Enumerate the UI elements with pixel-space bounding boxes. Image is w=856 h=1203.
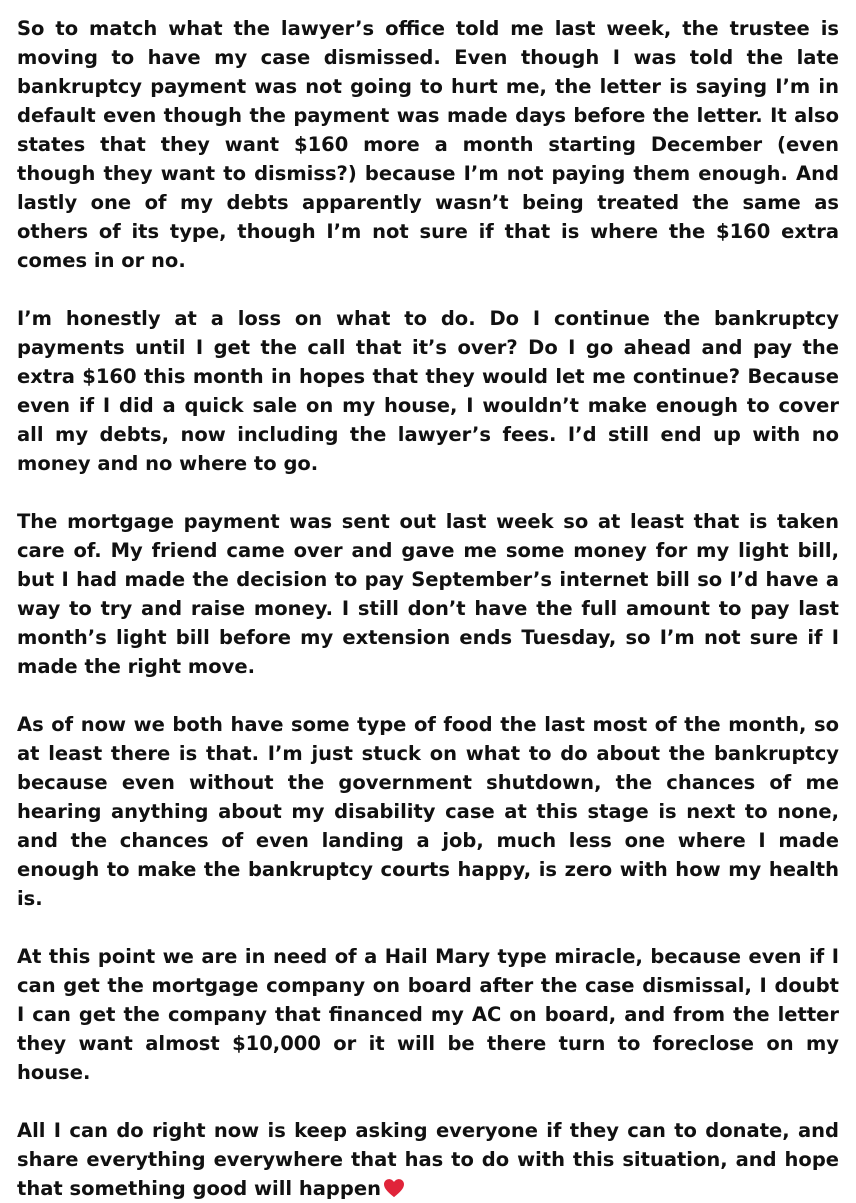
paragraph-case-dismissal: So to match what the lawyer’s office told me last week, the trustee is moving to have my case dismissed. Even though I was told the late bankruptcy payment was not going to hurt me, the letter is saying I’m in default even though the payment was made days before the letter. It also states that they want $160 more a month starting December (even though they want to dismiss?) because I’m not paying them enough. And lastly one of my debts apparently wasn’t being treated the same as others of its type, though I’m not sure if that is where the $160 extra comes in or no. xyxy=(17,17,839,272)
paragraph-hail-mary: At this point we are in need of a Hail Mary type miracle, because even if I can get the mortgage company on board after the case dismissal, I doubt I can get the company that financed my AC on board, and from the letter they want almost $10,000 or it will be there turn to foreclose on my house. xyxy=(17,945,839,1084)
heart-shape xyxy=(384,1179,404,1197)
paragraph-what-to-do: I’m honestly at a loss on what to do. Do I continue the bankruptcy payments until I get the call that it’s over? Do I go ahead and pay the extra $160 this month in hopes that they would let me continue? Because even if I did a quick sale on my house, I wouldn’t make enough to cover all my debts, now including the lawyer’s fees. I’d still end up with no money and no where to go. xyxy=(17,307,839,475)
red-heart-icon xyxy=(383,1178,405,1198)
paragraph-bills: The mortgage payment was sent out last week so at least that is taken care of. My friend came over and gave me some money for my light bill, but I had made the decision to pay September’s internet bill so I’d have a way to try and raise money. I still don’t have the full amount to pay last month’s light bill before my extension ends Tuesday, so I’m not sure if I made the right move. xyxy=(17,510,839,678)
paragraph-closing xyxy=(17,1116,839,1203)
closing-text: All I can do right now is keep asking everyone if they can to donate, and share everything everywhere that has to do with this situation, and hope that something good will happen xyxy=(17,1119,839,1200)
paragraph-food-and-health: As of now we both have some type of food the last most of the month, so at least there is that. I’m just stuck on what to do about the bankruptcy because even without the government shutdown, the chances of me hearing anything about my disability case at this stage is next to none, and the chances of even landing a job, much less one where I made enough to make the bankruptcy courts happy, is zero with how my health is. xyxy=(17,713,839,910)
